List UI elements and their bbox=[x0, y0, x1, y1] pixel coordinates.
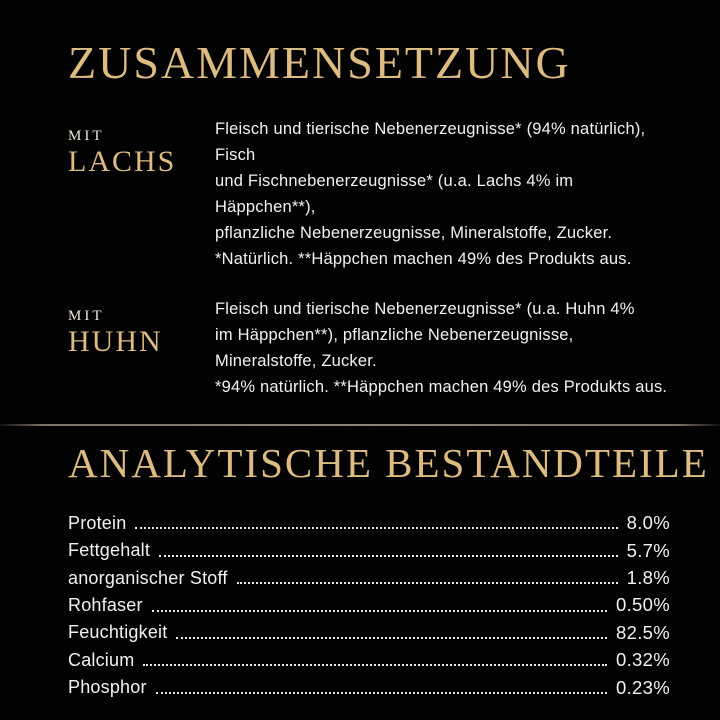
composition-section bbox=[68, 116, 670, 400]
row-value: 0.50% bbox=[616, 594, 670, 616]
variant-label-lachs bbox=[68, 116, 215, 272]
description-line: und Fischnebenerzeugnisse* (u.a. Lachs 4% im Häppchen**), bbox=[215, 172, 574, 216]
variant-description-lachs bbox=[215, 116, 670, 272]
dotted-leader bbox=[176, 637, 607, 639]
row-value: 8.0% bbox=[626, 512, 670, 534]
table-row bbox=[68, 671, 670, 698]
dotted-leader bbox=[135, 527, 617, 529]
dotted-leader bbox=[156, 692, 607, 694]
table-row bbox=[68, 534, 670, 561]
dotted-leader bbox=[159, 555, 618, 557]
dotted-leader bbox=[152, 610, 607, 612]
analysis-title: ANALYTISCHE BESTANDTEILE bbox=[68, 440, 709, 486]
row-value: 1.8% bbox=[626, 566, 670, 588]
row-label: anorganischer Stoff bbox=[68, 567, 228, 588]
dotted-leader bbox=[143, 664, 607, 666]
variant-name-huhn: HUHN bbox=[68, 324, 163, 358]
row-label: Phosphor bbox=[68, 677, 147, 698]
variant-prefix: MIT bbox=[68, 308, 105, 324]
variant-row-lachs bbox=[68, 116, 670, 272]
dotted-leader bbox=[237, 582, 618, 584]
variant-prefix: MIT bbox=[68, 128, 105, 144]
table-row bbox=[68, 562, 670, 589]
table-row bbox=[68, 589, 670, 616]
footnote-line: *Natürlich. **Häppchen machen 49% des Produkts aus. bbox=[215, 250, 632, 268]
footnote-line: *94% natürlich. **Häppchen machen 49% des Produkts aus. bbox=[215, 378, 668, 396]
table-row bbox=[68, 507, 670, 534]
variant-name-lachs: LACHS bbox=[68, 144, 177, 178]
description-line: Fleisch und tierische Nebenerzeugnisse* (u.a. Huhn 4% bbox=[215, 300, 635, 318]
description-line: Fleisch und tierische Nebenerzeugnisse* (94% natürlich), Fisch bbox=[215, 120, 646, 164]
row-label: Feuchtigkeit bbox=[68, 622, 168, 643]
composition-title: ZUSAMMENSETZUNG bbox=[68, 37, 571, 88]
description-line: Mineralstoffe, Zucker. bbox=[215, 352, 377, 370]
row-value: 0.32% bbox=[616, 649, 670, 671]
table-row bbox=[68, 644, 670, 671]
variant-label-huhn bbox=[68, 296, 215, 400]
description-line: im Häppchen**), pflanzliche Nebenerzeugnisse, bbox=[215, 326, 574, 344]
row-value: 5.7% bbox=[626, 539, 670, 561]
row-label: Fettgehalt bbox=[68, 540, 151, 561]
row-label: Calcium bbox=[68, 649, 135, 670]
row-value: 82.5% bbox=[616, 621, 670, 643]
variant-description-huhn bbox=[215, 296, 670, 400]
description-line: pflanzliche Nebenerzeugnisse, Mineralstoffe, Zucker. bbox=[215, 224, 613, 242]
variant-row-huhn bbox=[68, 296, 670, 400]
row-value: 0.23% bbox=[616, 676, 670, 698]
table-row bbox=[68, 617, 670, 644]
row-label: Rohfaser bbox=[68, 594, 143, 615]
row-label: Protein bbox=[68, 512, 127, 533]
analysis-table bbox=[68, 507, 670, 699]
